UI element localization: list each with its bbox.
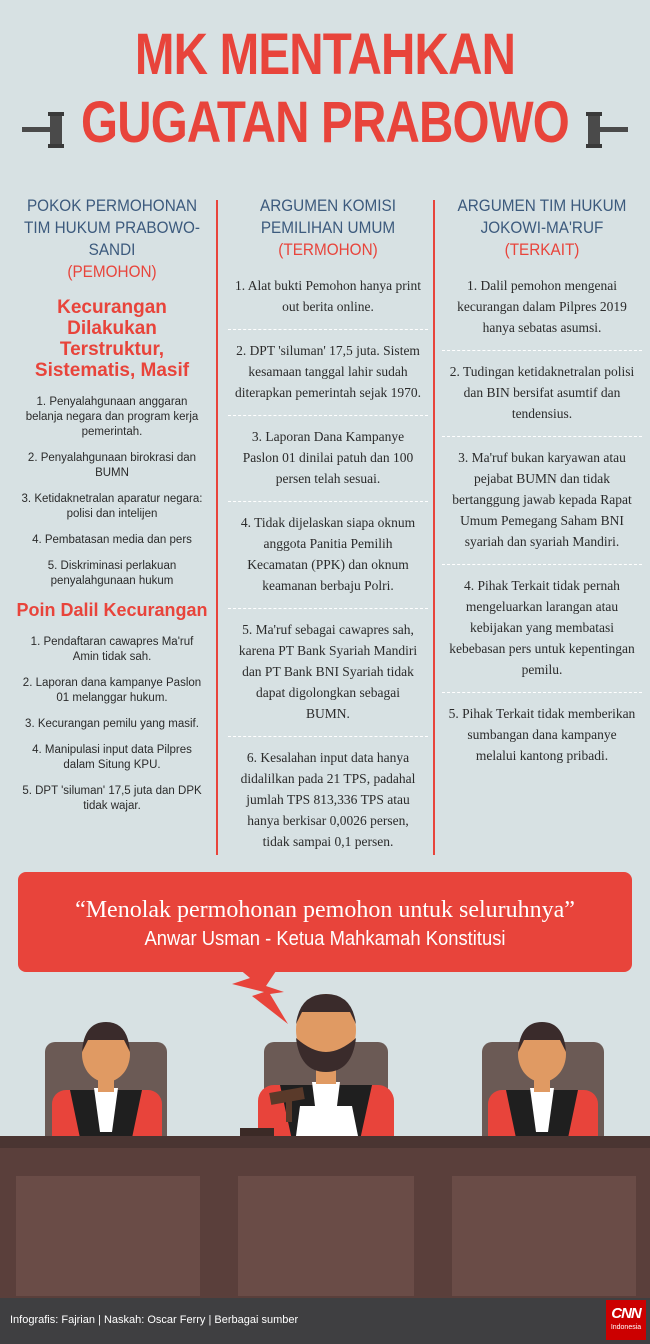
column-header: ARGUMEN KOMISI PEMILIHAN UMUM (259, 196, 397, 237)
column-terkait (442, 195, 642, 778)
column-tag: (PEMOHON) (67, 262, 157, 281)
list-item: 4. Tidak dijelaskan siapa oknum anggota Panitia Pemilih Kecamatan (PPK) dan oknum keamanan berbaju Polri. (228, 501, 428, 608)
section-title: Kecurangan Dilakukan Terstruktur, Sistematis, Masif (34, 297, 190, 381)
list-item: 1. Penyalahgunaan anggaran belanja negara dan program kerja pemerintah. (25, 396, 199, 438)
list-item: 4. Pihak Terkait tidak pernah mengeluarkan larangan atau kebijakan yang membatasi kebebasan pers untuk kepentingan pemilu. (442, 564, 642, 692)
column-pemohon (12, 195, 212, 825)
list-item: 5. Diskriminasi perlakuan penyalahgunaan hukum (47, 560, 177, 587)
column-tag: (TERKAIT) (504, 240, 580, 259)
section-title: Poin Dalil Kecurangan (16, 600, 208, 620)
list-item: 2. Laporan dana kampanye Paslon 01 melanggar hukum. (22, 677, 202, 704)
list-item: 5. Ma'ruf sebagai cawapres sah, karena PT Bank Syariah Mandiri dan PT Bank BNI Syariah tidak dapat digolongkan sebagai BUMN. (228, 608, 428, 736)
quote-attribution: Anwar Usman - Ketua Mahkamah Konstitusi (144, 928, 506, 950)
column-divider (216, 200, 218, 855)
cnn-logo-subtext: Indonesia (610, 1324, 642, 1331)
list-item: 2. DPT 'siluman' 17,5 juta. Sistem kesamaan tanggal lahir sudah diterapkan pemerintah sejak 1970. (228, 329, 428, 415)
judges-illustration (0, 960, 650, 1298)
list-item: 1. Alat bukti Pemohon hanya print out berita online. (235, 278, 421, 314)
column-header: POKOK PERMOHONAN TIM HUKUM PRABOWO-SANDI (24, 196, 200, 259)
list-item: 5. DPT 'siluman' 17,5 juta dan DPK tidak wajar. (22, 785, 202, 812)
column-termohon (228, 195, 428, 864)
list-item: 3. Laporan Dana Kampanye Paslon 01 dinilai patuh dan 100 persen telah sesuai. (228, 415, 428, 501)
column-header: ARGUMEN TIM HUKUM JOKOWI-MA'RUF (457, 196, 627, 237)
list-item: 1. Pendaftaran cawapres Ma'ruf Amin tidak sah. (30, 636, 194, 663)
list-item: 2. Penyalahgunaan birokrasi dan BUMN (27, 452, 197, 479)
list-item: 2. Tudingan ketidaknetralan polisi dan BIN bersifat asumtif dan tendensius. (442, 350, 642, 436)
list-item: 4. Pembatasan media dan pers (32, 534, 192, 546)
list-item: 5. Pihak Terkait tidak memberikan sumbangan dana kampanye melalui kantong pribadi. (442, 692, 642, 778)
credit-text: Infografis: Fajrian | Naskah: Oscar Ferry | Berbagai sumber (10, 1314, 299, 1326)
list-item: 6. Kesalahan input data hanya didalilkan pada 21 TPS, padahal jumlah TPS 813,336 TPS atau hanya berkisar 0,0026 persen, tidak sampai 0,1 persen. (228, 736, 428, 864)
list-item: 3. Ketidaknetralan aparatur negara: polisi dan intelijen (21, 493, 203, 520)
column-tag: (TERMOHON) (278, 240, 378, 259)
list-item: 3. Kecurangan pemilu yang masif. (25, 718, 199, 730)
list-item: 4. Manipulasi input data Pilpres dalam Situng KPU. (32, 744, 192, 771)
list-item: 1. Dalil pemohon mengenai kecurangan dalam Pilpres 2019 hanya sebatas asumsi. (457, 278, 627, 335)
page-title-line1: MK MENTAHKAN (134, 22, 516, 87)
list-item: 3. Ma'ruf bukan karyawan atau pejabat BUMN dan tidak bertanggung jawab kepada Rapat Umum Pemegang Saham BNI syariah dan syariah Mandiri. (442, 436, 642, 564)
cnn-logo-text: CNN (611, 1305, 641, 1322)
page-title-line2: GUGATAN PRABOWO (81, 90, 569, 155)
column-divider (433, 200, 435, 855)
quote-text: “Menolak permohonan pemohon untuk seluruhnya” (75, 897, 575, 923)
